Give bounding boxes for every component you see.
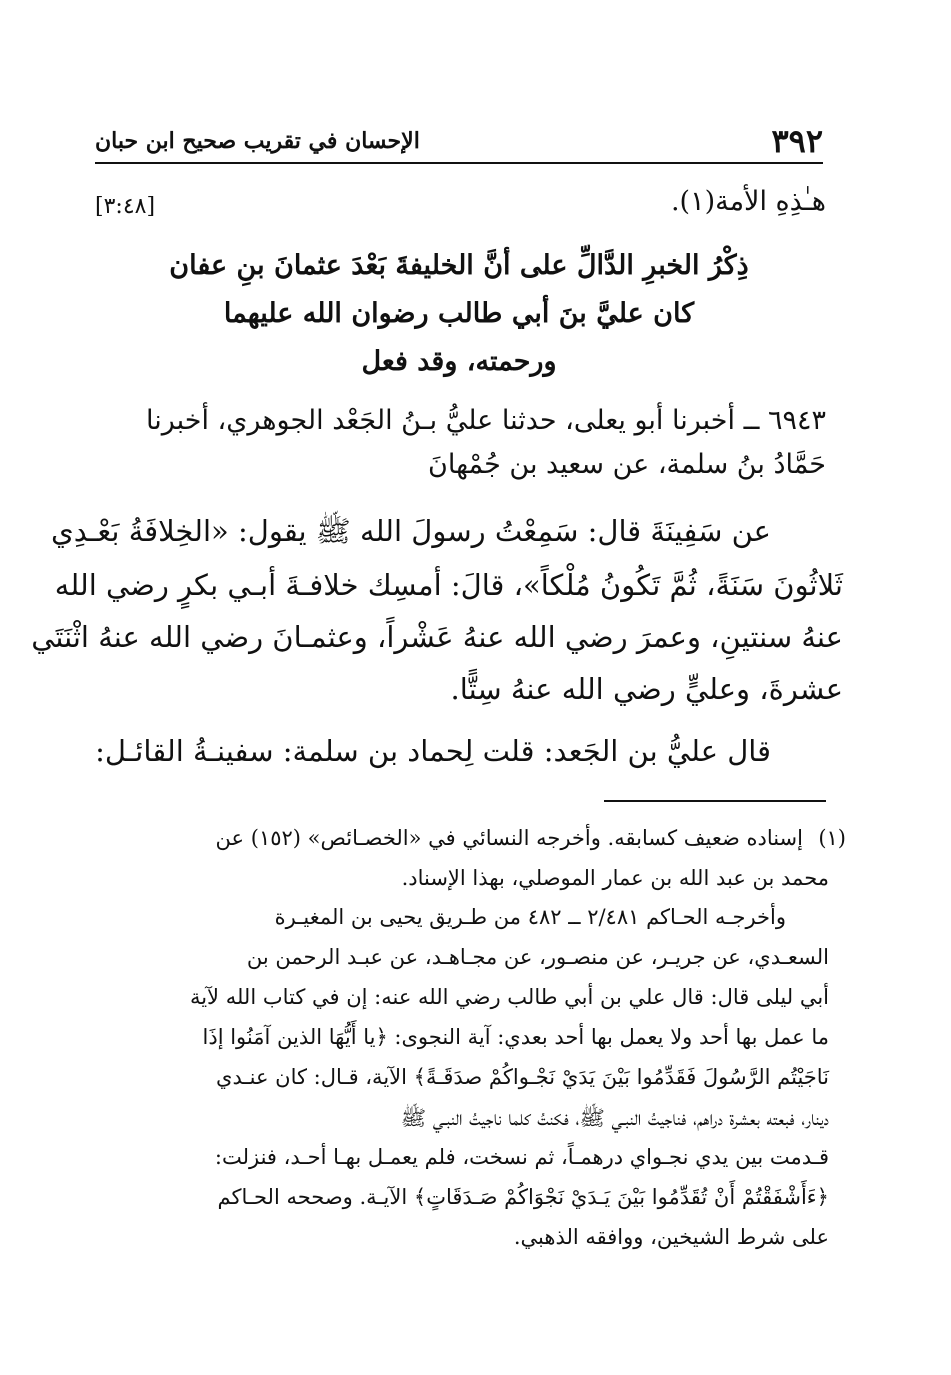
chapter-heading-line-1: ذِكْرُ الخبرِ الدَّالِّ على أنَّ الخليفةَ بَعْدَ عثمانَ بنِ عفان xyxy=(169,250,749,281)
hadith-closing: قال عليُّ بن الجَعد: قلت لِحماد بن سلمة: سفينـةُ القائـل: xyxy=(95,734,771,768)
page-number: ٣٩٢ xyxy=(771,122,823,160)
running-header xyxy=(95,118,823,164)
previous-text-end: هـٰذِهِ الأمة(١). xyxy=(670,186,826,217)
matn-line-2: ثَلاثُونَ سَنَةً، ثُمَّ تَكُونُ مُلْكاً»، قالَ: أمسِك خلافـةَ أبـي بكرٍ رضي الله xyxy=(54,568,843,602)
footnote-line-9: قـدمت بين يدي نجـواي درهمـاً، ثم نسخت، فلم يعمـل بهـا أحـد، فنزلت: xyxy=(214,1145,829,1169)
isnad-line-2: حَمَّادُ بنُ سلمة، عن سعيد بن جُمْهانَ xyxy=(428,449,826,480)
footnote-separator xyxy=(604,800,826,802)
footnote-line-5: أبي ليلى قال: قال علي بن أبي طالب رضي الله عنه: إن في كتاب الله لآية xyxy=(189,985,829,1009)
footnote-line-11: على شرط الشيخين، ووافقه الذهبي. xyxy=(513,1225,829,1249)
matn-line-4: عشرةَ، وعليٍّ رضي الله عنهُ سِتًّا. xyxy=(450,672,843,706)
footnote-number: (١) xyxy=(818,826,846,850)
footnote-line-10: ﴿ءَأَشْفَقْتُمْ أَنْ تُقَدِّمُوا بَيْنَ يَـدَيْ نَجْوَاكُمْ صَـدَقَاتٍ﴾ الآيـة. وصححه الحـاكم xyxy=(217,1185,829,1209)
volume-reference: [٣:٤٨] xyxy=(95,194,156,219)
footnote-line-4: السعـدي، عن جريـر، عن منصـور، عن مجـاهـد، عن عبـد الرحمن بن xyxy=(246,945,829,969)
footnote-line-1: إسناده ضعيف كسابقه. وأخرجه النسائي في «الخصـائص» (١٥٢) عن xyxy=(215,826,803,850)
footnote-line-6: ما عمل بها أحد ولا يعمل بها أحد بعدي: آية النجوى: ﴿يا أَيُّهَا الذين آمَنُوا إذَا xyxy=(202,1025,829,1049)
footnote-line-8: دينار، فبعته بعشرة دراهم، فناجيتُ النبـي ﷺ، فكنتُ كلما ناجيتُ النبـي ﷺ xyxy=(400,1106,829,1130)
footnote-line-3: وأخرجـه الحـاكم ٢/٤٨١ ــ ٤٨٢ من طـريق يحيى بن المغيـرة xyxy=(274,905,786,929)
book-title: الإحسان في تقريب صحيح ابن حبان xyxy=(95,128,420,154)
chapter-heading-line-3: ورحمته، وقد فعل xyxy=(361,346,557,377)
footnote-line-2: محمد بن عبد الله بن عمار الموصلي، بهذا الإسناد. xyxy=(401,866,829,890)
matn-line-1: عن سَفِينَةَ قال: سَمِعْتُ رسولَ الله ﷺ يقول: «الخِلافَةُ بَعْـدِي xyxy=(51,514,771,548)
footnote-line-7: نَاجَيْتُم الرَّسُولَ فَقَدِّمُوا بَيْنَ يَدَيْ نَجْـواكُمْ صدَقَـةً﴾ الآية، قـال: كان عنـدي xyxy=(216,1065,829,1089)
matn-line-3: عنهُ سنتينِ، وعمرَ رضي الله عنهُ عَشْراً، وعثمـانَ رضي الله عنهُ اثْنَتَي xyxy=(31,620,843,654)
chapter-heading-line-2: كان عليَّ بنَ أبي طالب رضوان الله عليهما xyxy=(223,298,695,329)
isnad-line-1: ٦٩٤٣ ــ أخبرنا أبو يعلى، حدثنا عليُّ بـنُ الجَعْد الجوهري، أخبرنا xyxy=(145,405,826,436)
